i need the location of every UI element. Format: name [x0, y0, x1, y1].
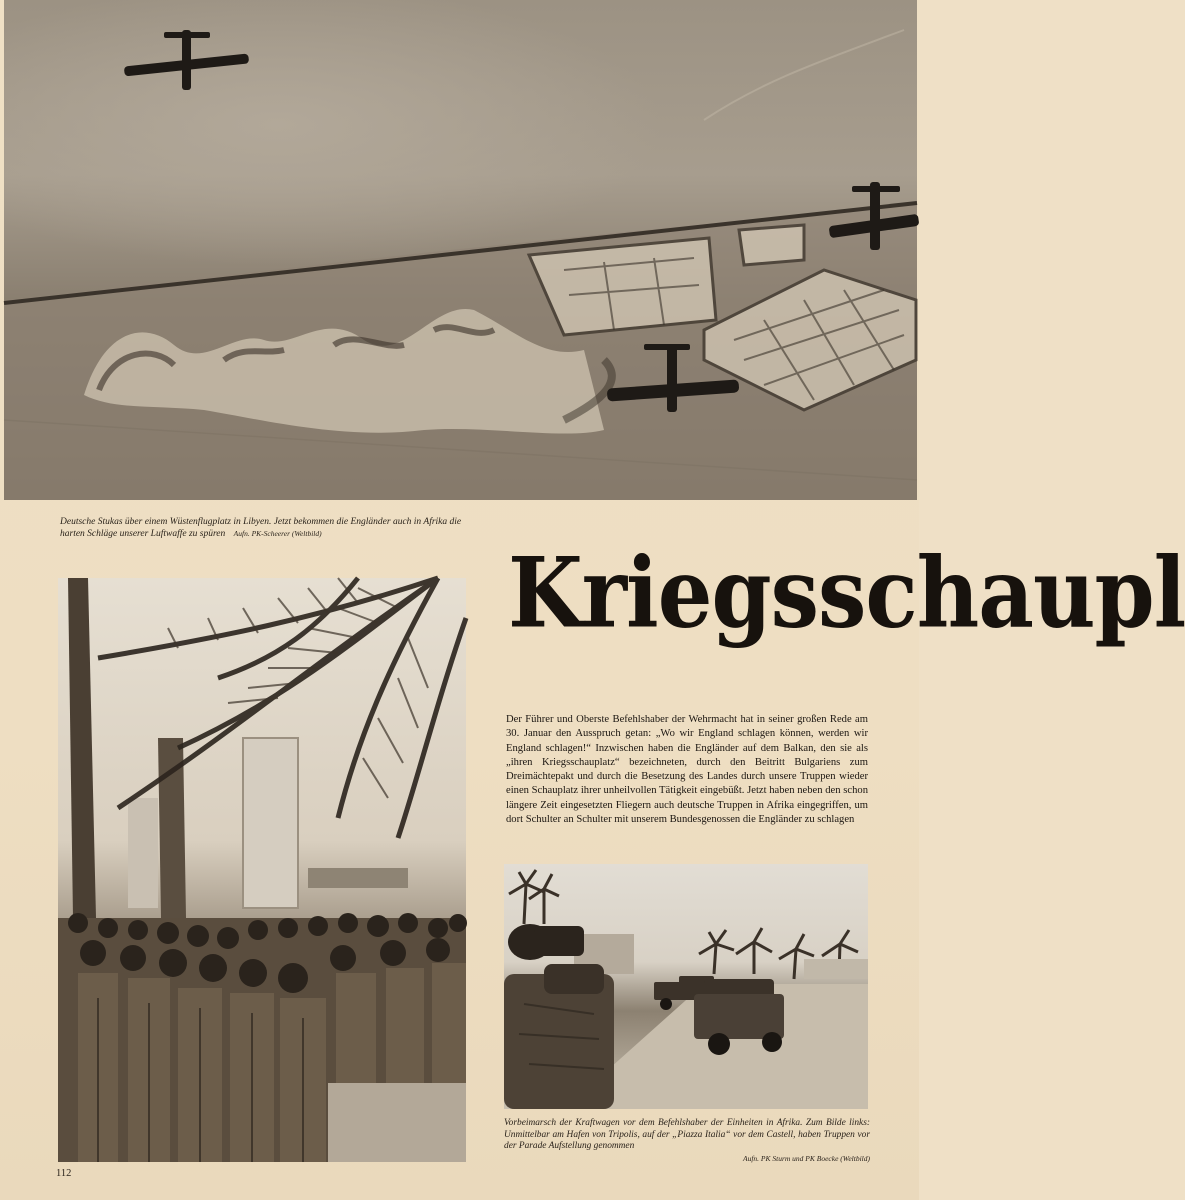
stuka-plane-1	[124, 30, 249, 90]
page-headline: Kriegsschaupl	[508, 536, 1185, 651]
vehicle-caption-text: Vorbeimarsch der Kraftwagen vor dem Befehlshaber der Einheiten in Afrika. Zum Bilde links: Unmittelbar am Hafen von Tripolis, auf der „Piazza Italia“ vor dem Castell, haben Truppen vor der Parade Aufstellung genommen	[504, 1118, 870, 1152]
aerial-photo-caption	[60, 516, 480, 540]
article-body	[506, 713, 868, 827]
aerial-caption-text: Deutsche Stukas über einem Wüstenflugplatz in Libyen. Jetzt bekommen die Engländer auch in Afrika die harten Schläge unserer Luftwaffe zu spüren	[60, 517, 462, 539]
troops-photo-illustration	[58, 578, 466, 1162]
vehicle-parade-illustration	[504, 864, 868, 1109]
aerial-photo-credit: Aufn. PK-Scheerer (Weltbild)	[233, 529, 322, 538]
troops-under-palms-photo	[58, 578, 466, 1162]
page-number: 112	[56, 1168, 72, 1179]
vehicle-photo-caption	[504, 1118, 870, 1164]
article-paragraph: Der Führer und Oberste Befehlshaber der Wehrmacht hat in seiner großen Rede am 30. Januar den Ausspruch getan: „Wo wir England schlagen können, werden wir England schlagen!“ Inzwischen haben die Engländer auf dem Balkan, den sie als „ihren Kriegsschauplatz“ bezeichneten, durch den Beitritt Bulgariens zum Dreimächtepakt und durch die Besetzung des Landes durch unsere Truppen wieder einen Schauplatz ihrer unheilvollen Tätigkeit eingebüßt. Jetzt haben neben den schon längere Zeit eingesetzten Fliegern auch deutsche Truppen in Afrika eingegriffen, um dort Schulter an Schulter mit unserem Bundesgenossen die Engländer zu schlagen	[506, 714, 868, 826]
aerial-photo-stukas-over-airfield	[4, 0, 917, 500]
aerial-photo-illustration	[4, 0, 917, 500]
vehicle-photo-credit: Aufn. PK Sturm und PK Boecke (Weltbild)	[743, 1153, 870, 1163]
vehicle-parade-photo	[504, 864, 868, 1109]
